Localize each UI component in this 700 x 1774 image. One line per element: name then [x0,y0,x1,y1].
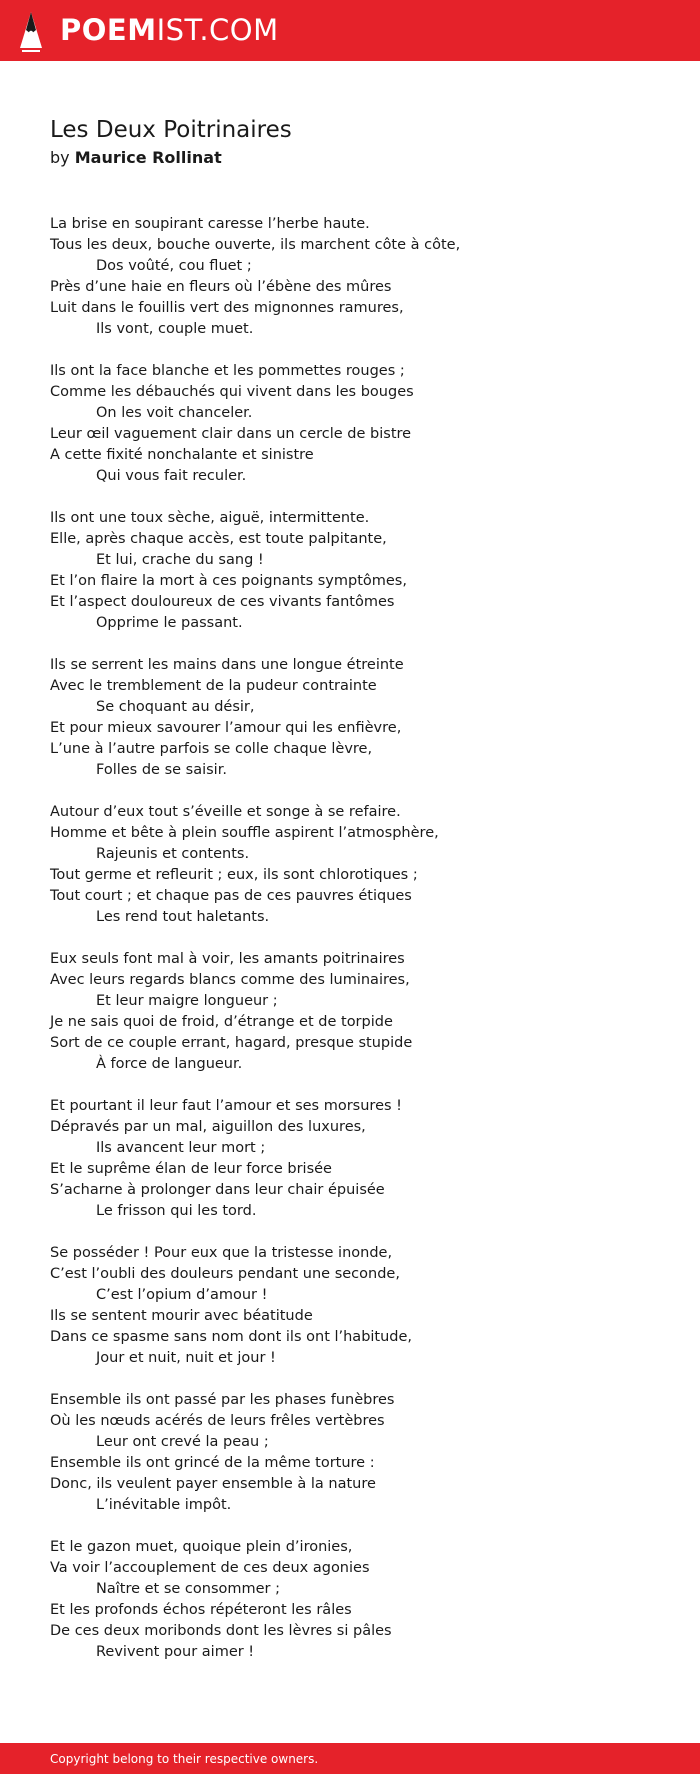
poem-line: Opprime le passant. [96,615,243,631]
poem-line: Luit dans le fouillis vert des mignonnes ramures, [50,300,404,316]
poem-line: Leur ont crevé la peau ; [96,1434,269,1450]
poem-line: S’acharne à prolonger dans leur chair épuisée [50,1182,385,1198]
poem-line: Revivent pour aimer ! [96,1644,255,1660]
poem-stanza [50,361,670,487]
poem-stanza [50,949,670,1075]
poem-stanza [50,1537,670,1663]
poem-stanza [50,655,670,781]
pen-nib-icon[interactable] [18,10,44,52]
poem-line: Ils se sentent mourir avec béatitude [50,1308,313,1324]
poem-line: Et le gazon muet, quoique plein d’ironies, [50,1539,353,1555]
site-logo-link[interactable] [60,13,279,47]
poem-line: Je ne sais quoi de froid, d’étrange et de torpide [50,1014,393,1030]
poem-line: Ils se serrent les mains dans une longue étreinte [50,657,404,673]
poem-line: Et lui, crache du sang ! [96,552,264,568]
poem-line: Ils ont la face blanche et les pommettes rouges ; [50,363,405,379]
poem-line: Dans ce spasme sans nom dont ils ont l’habitude, [50,1329,413,1345]
poem-line: Ensemble ils ont grincé de la même torture : [50,1455,375,1471]
poem-title: Les Deux Poitrinaires [50,117,292,143]
poem-content [50,114,670,1684]
poem-line: On les voit chanceler. [96,405,253,421]
poem-line: Et pour mieux savourer l’amour qui les enfièvre, [50,720,402,736]
poem-line: Et l’aspect douloureux de ces vivants fantômes [50,594,395,610]
poem-line: Qui vous fait reculer. [96,468,247,484]
poem-line: Et l’on flaire la mort à ces poignants symptômes, [50,573,407,589]
poem-line: L’inévitable impôt. [96,1497,232,1513]
poem-line: Sort de ce couple errant, hagard, presque stupide [50,1035,413,1051]
poem-line: Dépravés par un mal, aiguillon des luxures, [50,1119,366,1135]
poem-line: Ils avancent leur mort ; [96,1140,266,1156]
poem-stanza [50,1243,670,1369]
poem-line: Avec le tremblement de la pudeur contrainte [50,678,377,694]
poem-line: Le frisson qui les tord. [96,1203,257,1219]
site-footer [0,1743,700,1774]
poem-line: A cette fixité nonchalante et sinistre [50,447,314,463]
poem-line: Comme les débauchés qui vivent dans les bouges [50,384,414,400]
poem-line: Autour d’eux tout s’éveille et songe à se refaire. [50,804,401,820]
brand-strong: POEM [60,13,157,47]
poem-byline [50,146,670,170]
poem-stanza [50,1390,670,1516]
poem-line: Avec leurs regards blancs comme des luminaires, [50,972,410,988]
poem-line: Tous les deux, bouche ouverte, ils marchent côte à côte, [50,237,461,253]
poem-line: Ils vont, couple muet. [96,321,254,337]
poem-line: Leur œil vaguement clair dans un cercle de bistre [50,426,412,442]
poem-line: Naître et se consommer ; [96,1581,281,1597]
poem-line: Et pourtant il leur faut l’amour et ses morsures ! [50,1098,402,1114]
poem-line: Donc, ils veulent payer ensemble à la nature [50,1476,376,1492]
poem-line: Dos voûté, cou fluet ; [96,258,252,274]
poem-line: À force de langueur. [96,1056,243,1072]
poem-line: Près d’une haie en fleurs où l’ébène des mûres [50,279,392,295]
poem-line: Et leur maigre longueur ; [96,993,278,1009]
poem-line: De ces deux moribonds dont les lèvres si pâles [50,1623,392,1639]
poem-line: L’une à l’autre parfois se colle chaque lèvre, [50,741,373,757]
poem-body [50,214,670,1663]
site-header [0,0,700,61]
poem-line: Va voir l’accouplement de ces deux agonies [50,1560,370,1576]
poem-line: C’est l’opium d’amour ! [96,1287,268,1303]
poem-line: Folles de se saisir. [96,762,227,778]
poem-line: Se choquant au désir, [96,699,255,715]
poem-line: Elle, après chaque accès, est toute palpitante, [50,531,387,547]
copyright-text: Copyright belong to their respective owners. [50,1751,319,1766]
by-label: by [50,148,70,167]
poem-stanza [50,802,670,928]
poem-line: Homme et bête à plein souffle aspirent l’atmosphère, [50,825,439,841]
poem-stanza [50,508,670,634]
poem-stanza [50,1096,670,1222]
poem-line: Où les nœuds acérés de leurs frêles vertèbres [50,1413,385,1429]
poem-line: C’est l’oubli des douleurs pendant une seconde, [50,1266,400,1282]
poem-line: Eux seuls font mal à voir, les amants poitrinaires [50,951,405,967]
poem-line: Les rend tout haletants. [96,909,270,925]
poem-line: Ils ont une toux sèche, aiguë, intermittente. [50,510,370,526]
poem-stanza [50,214,670,340]
brand-light: IST.COM [156,13,279,47]
author-name[interactable]: Maurice Rollinat [74,148,222,167]
poem-line: Rajeunis et contents. [96,846,250,862]
poem-line: Tout court ; et chaque pas de ces pauvres étiques [50,888,412,904]
poem-line: Ensemble ils ont passé par les phases funèbres [50,1392,395,1408]
poem-line: Se posséder ! Pour eux que la tristesse inonde, [50,1245,393,1261]
poem-line: La brise en soupirant caresse l’herbe haute. [50,216,370,232]
poem-line: Et le suprême élan de leur force brisée [50,1161,332,1177]
poem-line: Tout germe et refleurit ; eux, ils sont chlorotiques ; [50,867,418,883]
poem-line: Jour et nuit, nuit et jour ! [96,1350,276,1366]
poem-line: Et les profonds échos répéteront les râles [50,1602,352,1618]
